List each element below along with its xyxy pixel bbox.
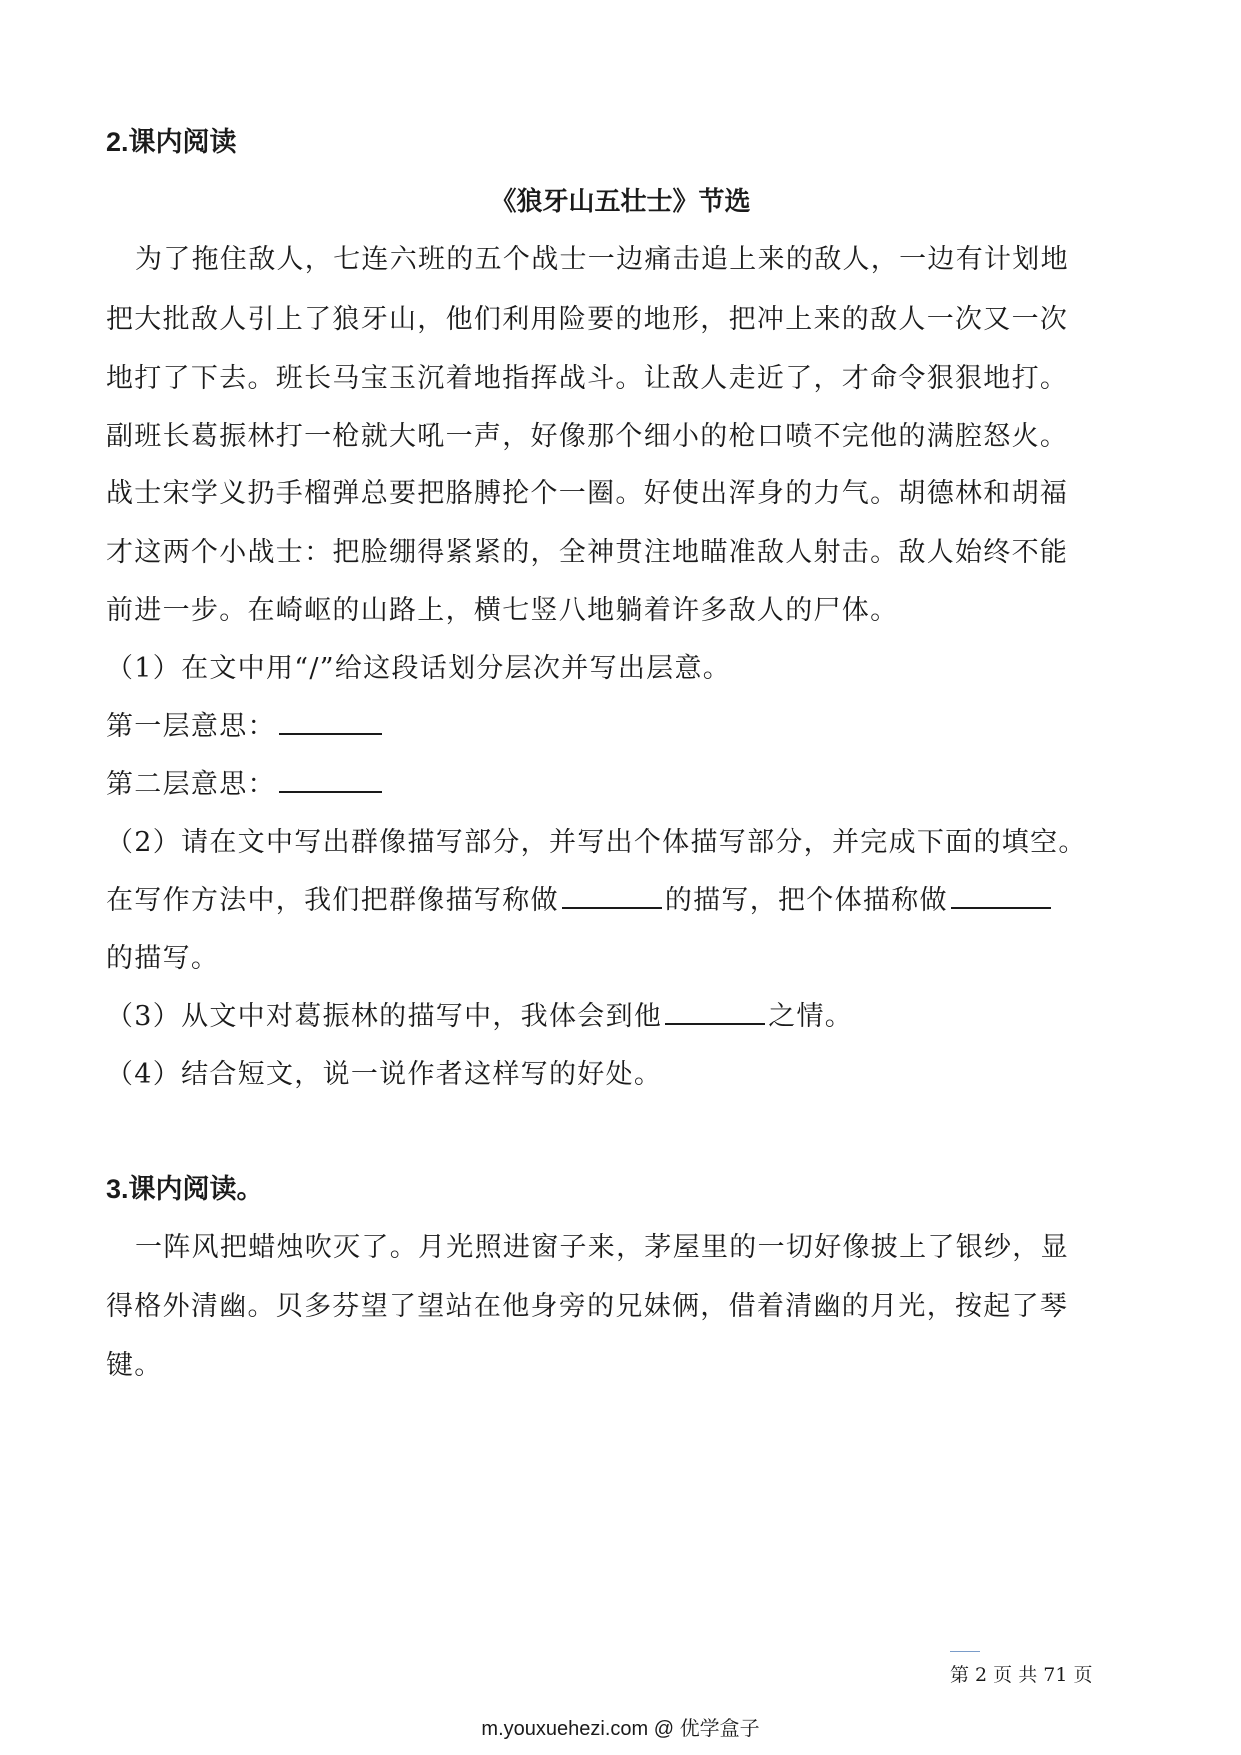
question-1-layer-1	[106, 704, 385, 743]
answer-blank[interactable]	[279, 765, 382, 793]
page-number: 第 2 页 共 71 页	[950, 1664, 1093, 1686]
passage-line: 战士宋学义扔手榴弹总要把胳膊抡个一圈。好使出浑身的力气。胡德林和胡福	[106, 478, 1069, 509]
answer-blank[interactable]	[562, 881, 662, 909]
passage-line: 才这两个小战士：把脸绷得紧紧的，全神贯注地瞄准敌人射击。敌人始终不能	[106, 537, 1069, 568]
section3-heading: 3.课内阅读。	[106, 1174, 264, 1204]
passage-line: 地打了下去。班长马宝玉沉着地指挥战斗。让敌人走近了，才命令狠狠地打。	[106, 363, 1069, 394]
question-3-text-b: 之情。	[768, 1001, 854, 1032]
question-4: （4）结合短文，说一说作者这样写的好处。	[106, 1059, 663, 1090]
question-2-tail: 的描写。	[106, 943, 220, 974]
passage-line: 副班长葛振林打一枪就大吼一声，好像那个细小的枪口喷不完他的满腔怒火。	[106, 421, 1069, 452]
passage-line: 把大批敌人引上了狼牙山，他们利用险要的地形，把冲上来的敌人一次又一次	[106, 304, 1069, 335]
answer-blank[interactable]	[279, 707, 382, 735]
passage-line: 得格外清幽。贝多芬望了望站在他身旁的兄妹俩，借着清幽的月光，按起了琴	[106, 1291, 1069, 1322]
question-2-text-b: 的描写，把个体描称做	[664, 885, 948, 916]
passage-line: 一阵风把蜡烛吹灭了。月光照进窗子来，茅屋里的一切好像披上了银纱，显	[135, 1232, 1069, 1263]
question-3	[106, 994, 853, 1033]
question-1-layer-2	[106, 762, 385, 801]
layer-2-label: 第二层意思：	[106, 769, 276, 800]
passage-line: 键。	[106, 1350, 163, 1381]
question-3-text-a: （3）从文中对葛振林的描写中，我体会到他	[106, 1001, 663, 1032]
section2-heading: 2.课内阅读	[106, 127, 237, 157]
question-2: （2）请在文中写出群像描写部分，并写出个体描写部分，并完成下面的填空。	[106, 827, 1087, 858]
question-2-text-a: 在写作方法中，我们把群像描写称做	[106, 885, 559, 916]
passage-line: 前进一步。在崎岖的山路上，横七竖八地躺着许多敌人的尸体。	[106, 595, 899, 626]
footer-divider	[950, 1651, 980, 1652]
watermark: m.youxuehezi.com @ 优学盒子	[481, 1718, 760, 1740]
answer-blank[interactable]	[665, 997, 765, 1025]
layer-1-label: 第一层意思：	[106, 711, 276, 742]
question-1: （1）在文中用“/”给这段话划分层次并写出层意。	[106, 653, 732, 684]
question-2-fill-line	[106, 878, 1054, 917]
passage-line: 为了拖住敌人，七连六班的五个战士一边痛击追上来的敌人，一边有计划地	[135, 244, 1069, 275]
passage-title: 《狼牙山五壮士》节选	[490, 187, 751, 217]
answer-blank[interactable]	[951, 881, 1051, 909]
